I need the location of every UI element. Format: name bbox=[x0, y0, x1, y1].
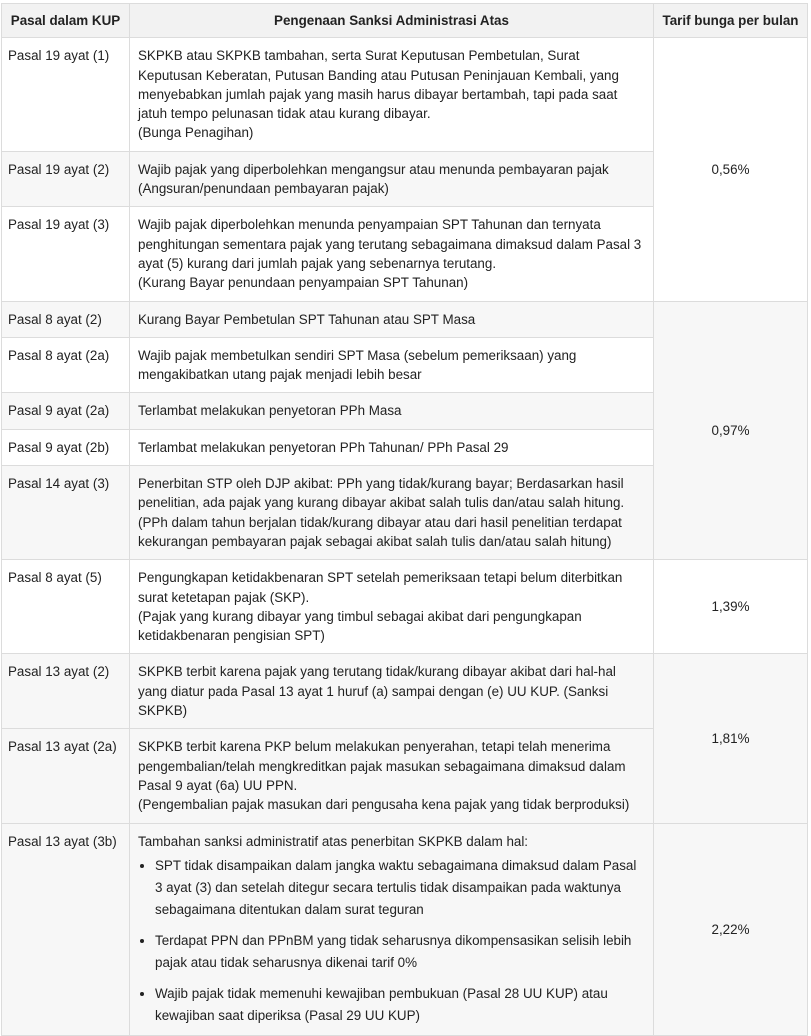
sanksi-table bbox=[1, 3, 808, 1036]
rate-cell: 1,39% bbox=[654, 560, 808, 654]
description-text: Penerbitan STP oleh DJP akibat: PPh yang tidak/kurang bayar; Berdasarkan hasil penelitian, ada pajak yang kurang dibayar akibat salah tulis dan/atau salah hitung. bbox=[138, 476, 625, 511]
description-cell bbox=[130, 466, 654, 560]
table-row bbox=[2, 560, 808, 654]
bullet-list bbox=[138, 855, 645, 1027]
description-text: Kurang Bayar Pembetulan SPT Tahunan atau SPT Masa bbox=[138, 311, 476, 327]
description-note: (Kurang Bayar penundaan penyampaian SPT Tahunan) bbox=[138, 275, 469, 291]
description-note: (Pengembalian pajak masukan dari pengusaha kena pajak yang tidak berproduksi) bbox=[138, 797, 630, 813]
rate-cell: 2,22% bbox=[654, 823, 808, 1035]
table-row bbox=[2, 823, 808, 1035]
bullet-item: • Terdapat PPN dan PPnBM yang tidak seharusnya dikompensasikan selisih lebih pajak atau tidak seharusnya dikenai tarif 0% bbox=[155, 930, 645, 974]
bullet-item: • Wajib pajak tidak memenuhi kewajiban pembukuan (Pasal 28 UU KUP) atau kewajiban saat diperiksa (Pasal 29 UU KUP) bbox=[155, 983, 645, 1027]
description-text: SKPKB terbit karena PKP belum melakukan penyerahan, tetapi telah menerima pengembalian/telah mengkreditkan pajak masukan sebagaimana dimaksud dalam Pasal 9 ayat (6a) UU PPN. bbox=[138, 739, 626, 793]
table-row bbox=[2, 654, 808, 729]
description-cell bbox=[130, 301, 654, 337]
table-header-row bbox=[2, 4, 808, 38]
description-note: (Bunga Penagihan) bbox=[138, 125, 254, 141]
header-pasal: Pasal dalam KUP bbox=[2, 4, 130, 38]
pasal-cell: Pasal 19 ayat (3) bbox=[2, 207, 130, 301]
description-text: SKPKB atau SKPKB tambahan, serta Surat Keputusan Pembetulan, Surat Keputusan Keberatan, Putusan Banding atau Putusan Peninjauan Kembali, yang menyebabkan jumlah pajak yang masih harus dibayar bertambah, tapi pada saat jatuh tempo pelunasan tidak atau kurang dibayar. bbox=[138, 48, 619, 122]
pasal-cell: Pasal 14 ayat (3) bbox=[2, 466, 130, 560]
description-cell bbox=[130, 823, 654, 1035]
description-text: Terlambat melakukan penyetoran PPh Tahunan/ PPh Pasal 29 bbox=[138, 439, 509, 455]
rate-cell: 0,56% bbox=[654, 38, 808, 301]
bullet-item: • SPT tidak disampaikan dalam jangka waktu sebagaimana dimaksud dalam Pasal 3 ayat (3) dan setelah ditegur secara tertulis tidak disampaikan pada waktunya sebagaimana ditentukan dalam surat teguran bbox=[155, 855, 645, 921]
header-tarif: Tarif bunga per bulan bbox=[654, 4, 808, 38]
description-text: Wajib pajak membetulkan sendiri SPT Masa (sebelum pemeriksaan) yang mengakibatkan utang pajak menjadi lebih besar bbox=[138, 347, 577, 383]
pasal-cell: Pasal 13 ayat (2a) bbox=[2, 729, 130, 823]
description-text: Terlambat melakukan penyetoran PPh Masa bbox=[138, 403, 402, 419]
pasal-cell: Pasal 9 ayat (2b) bbox=[2, 429, 130, 465]
description-cell bbox=[130, 654, 654, 729]
table-row bbox=[2, 38, 808, 151]
description-text: Tambahan sanksi administratif atas penerbitan SKPKB dalam hal: bbox=[138, 833, 529, 849]
description-cell bbox=[130, 729, 654, 823]
pasal-cell: Pasal 19 ayat (1) bbox=[2, 38, 130, 151]
description-note: (Angsuran/penundaan pembayaran pajak) bbox=[138, 181, 389, 197]
header-sanksi: Pengenaan Sanksi Administrasi Atas bbox=[130, 4, 654, 38]
description-cell bbox=[130, 393, 654, 429]
pasal-cell: Pasal 8 ayat (5) bbox=[2, 560, 130, 654]
description-cell bbox=[130, 337, 654, 393]
description-text: Wajib pajak yang diperbolehkan mengangsur atau menunda pembayaran pajak bbox=[138, 161, 609, 177]
description-note: (PPh dalam tahun berjalan tidak/kurang dibayar atau dari hasil penelitian terdapat kekurangan pembayaran pajak sebagai akibat salah tulis dan/atau salah hitung) bbox=[138, 514, 622, 549]
table-row bbox=[2, 301, 808, 337]
description-cell bbox=[130, 429, 654, 465]
pasal-cell: Pasal 13 ayat (3b) bbox=[2, 823, 130, 1035]
pasal-cell: Pasal 19 ayat (2) bbox=[2, 151, 130, 207]
description-text: Wajib pajak diperbolehkan menunda penyampaian SPT Tahunan dan ternyata penghitungan sementara pajak yang terutang sebagaimana dimaksud dalam Pasal 3 ayat (5) kurang dari jumlah pajak yang sebenarnya terutang. bbox=[138, 217, 642, 271]
description-cell bbox=[130, 207, 654, 301]
description-text: Pengungkapan ketidakbenaran SPT setelah pemeriksaan tetapi belum diterbitkan surat ketetapan pajak (SKP). bbox=[138, 570, 623, 605]
rate-cell: 1,81% bbox=[654, 654, 808, 823]
pasal-cell: Pasal 9 ayat (2a) bbox=[2, 393, 130, 429]
description-cell bbox=[130, 38, 654, 151]
rate-cell: 0,97% bbox=[654, 301, 808, 560]
description-note: (Pajak yang kurang dibayar yang timbul sebagai akibat dari pengungkapan ketidakbenaran pengisian SPT) bbox=[138, 608, 582, 644]
pasal-cell: Pasal 13 ayat (2) bbox=[2, 654, 130, 729]
description-text: SKPKB terbit karena pajak yang terutang tidak/kurang dibayar akibat dari hal-hal yang diatur pada Pasal 13 ayat 1 huruf (a) sampai dengan (e) UU KUP. (Sanksi SKPKB) bbox=[138, 664, 616, 719]
pasal-cell: Pasal 8 ayat (2) bbox=[2, 301, 130, 337]
description-cell bbox=[130, 151, 654, 207]
description-cell bbox=[130, 560, 654, 654]
pasal-cell: Pasal 8 ayat (2a) bbox=[2, 337, 130, 393]
